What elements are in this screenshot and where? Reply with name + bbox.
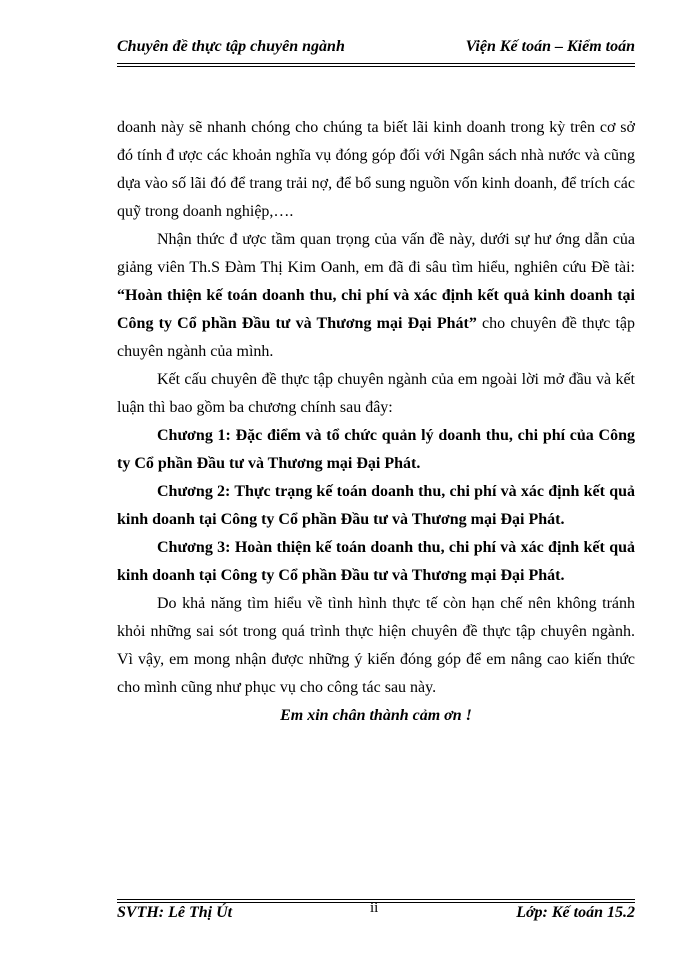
paragraph-structure: Kết cấu chuyên đề thực tập chuyên ngành của em ngoài lời mở đầu và kết luận thì bao gồm ba chương chính sau đây: <box>117 371 635 416</box>
chapter-2: Chương 2: Thực trạng kế toán doanh thu, chi phí và xác định kết quả kinh doanh tại Công ty Cổ phần Đầu tư và Thương mại Đại Phát. <box>117 483 635 528</box>
paragraph-acknowledgement-end: cho chuyên đề thực tập chuyên ngành của mình. <box>117 315 636 360</box>
page-body <box>117 114 635 730</box>
footer-class: Lớp: Kế toán 15.2 <box>516 904 635 921</box>
page-number: ii <box>370 900 379 916</box>
page-header <box>117 38 635 64</box>
paragraph-acknowledgement-intro: Nhận thức đ ược tầm quan trọng của vấn đề này, dưới sự hư ớng dẫn của giảng viên Th.S Đàm Thị Kim Oanh, em đã đi sâu tìm hiểu, nghiên cứu Đề tài: <box>117 231 635 276</box>
paragraph-acknowledgement <box>117 226 635 366</box>
header-rule <box>117 63 635 67</box>
paragraph-closing-remarks: Do khả năng tìm hiểu về tình hình thực tế còn hạn chế nên không tránh khỏi những sai sót trong quá trình thực hiện chuyên đề thực tập chuyên ngành. Vì vậy, em mong nhận được những ý kiến đóng góp để em nâng cao kiến thức cho mình cũng như phục vụ cho công tác sau này. <box>117 595 635 696</box>
page-footer <box>117 900 635 928</box>
footer-student: SVTH: Lê Thị Út <box>117 904 233 921</box>
closing-thanks: Em xin chân thành cảm ơn ! <box>280 707 472 724</box>
header-institute: Viện Kế toán – Kiểm toán <box>465 38 635 55</box>
thesis-title: “Hoàn thiện kế toán doanh thu, chi phí và xác định kết quả kinh doanh tại Công ty Cổ phần Đầu tư và Thương mại Đại Phát” <box>117 287 635 332</box>
header-document-title: Chuyên đề thực tập chuyên ngành <box>117 38 345 55</box>
paragraph-continuation: doanh này sẽ nhanh chóng cho chúng ta biết lãi kinh doanh trong kỳ trên cơ sở đó tính đ ược các khoản nghĩa vụ đóng góp đối với Ngân sách nhà nước và cũng dựa vào số lãi đó để trang trải nợ, để bổ sung nguồn vốn kinh doanh, để trích các quỹ trong doanh nghiệp,…. <box>117 119 635 220</box>
chapter-1: Chương 1: Đặc điểm và tổ chức quản lý doanh thu, chi phí của Công ty Cổ phần Đầu tư và Thương mại Đại Phát. <box>117 427 635 472</box>
chapter-3: Chương 3: Hoàn thiện kế toán doanh thu, chi phí và xác định kết quả kinh doanh tại Công ty Cổ phần Đầu tư và Thương mại Đại Phát. <box>117 539 635 584</box>
